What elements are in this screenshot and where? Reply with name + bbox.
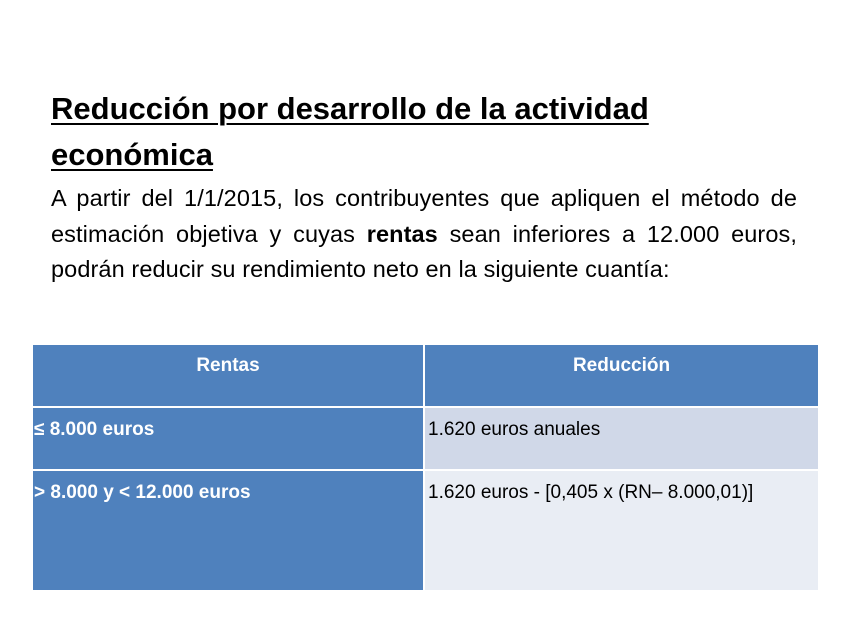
title-line-1: Reducción por desarrollo de la actividad — [51, 91, 649, 126]
title-line-2: económica — [51, 137, 213, 172]
intro-paragraph — [51, 181, 797, 288]
cell-rentas: > 8.000 y < 12.000 euros — [32, 470, 424, 591]
intro-bold-rentas: rentas — [366, 220, 438, 247]
intro-text-start: A partir del 1/1/2015, los contribuyentes que apliquen el método de estimación objetiva y cuyas — [51, 185, 797, 247]
reduction-table — [31, 343, 820, 592]
table-header-row — [32, 344, 819, 407]
slide-title — [51, 86, 751, 178]
table-row — [32, 407, 819, 470]
intro-text-end: sean inferiores a 12.000 euros, podrán reducir su rendimiento neto en la siguiente cuantía: — [51, 220, 797, 282]
cell-reduccion: 1.620 euros - [0,405 x (RN– 8.000,01)] — [424, 470, 819, 591]
table-row — [32, 470, 819, 591]
header-rentas: Rentas — [32, 344, 424, 407]
cell-rentas: ≤ 8.000 euros — [32, 407, 424, 470]
header-reduccion: Reducción — [424, 344, 819, 407]
cell-reduccion: 1.620 euros anuales — [424, 407, 819, 470]
